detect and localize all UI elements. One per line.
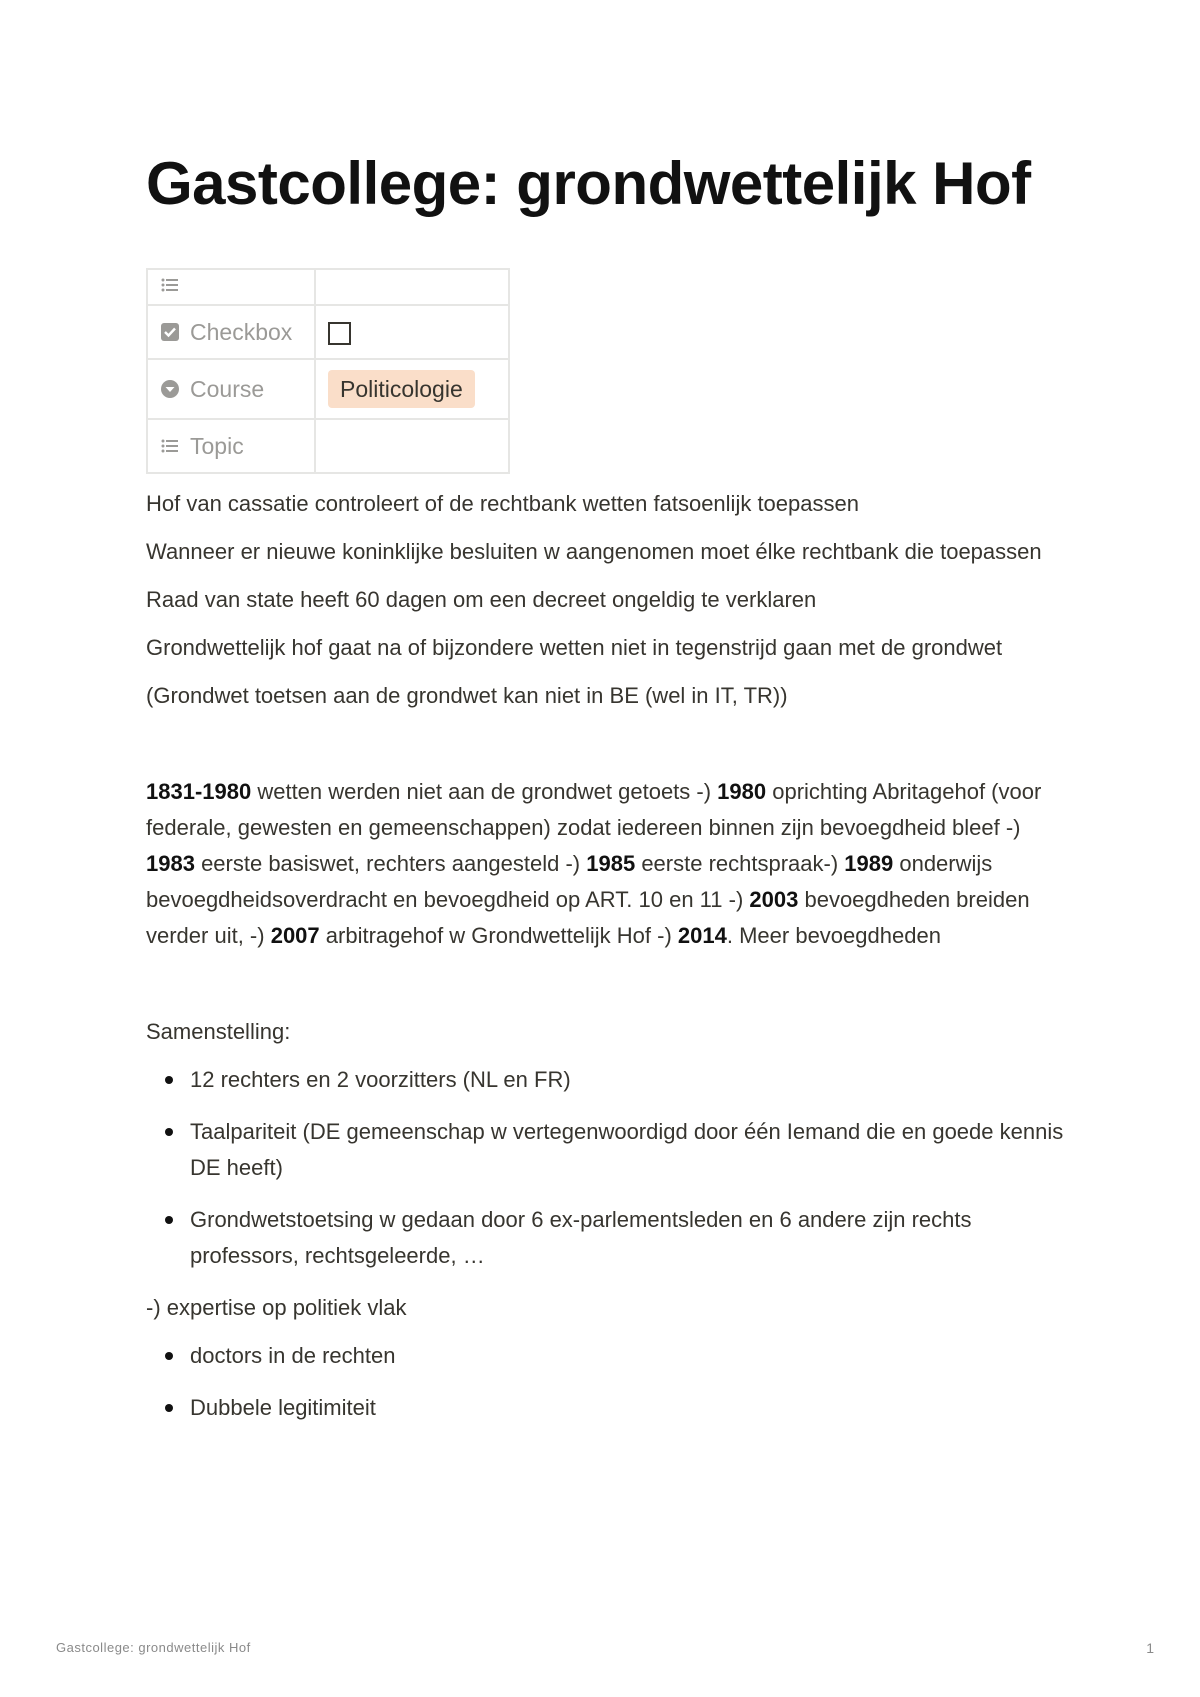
- samenstelling-heading: Samenstelling:: [146, 1019, 291, 1044]
- list-item: doctors in de rechten: [190, 1338, 1066, 1374]
- year-label: 2003: [749, 887, 799, 912]
- property-row-course: [147, 359, 509, 419]
- page-number: 1: [1146, 1640, 1154, 1656]
- paragraph: Raad van state heeft 60 dagen om een decreet ongeldig te verklaren: [146, 587, 817, 612]
- page-content: [146, 148, 1066, 1442]
- list-item: Dubbele legitimiteit: [190, 1390, 1066, 1426]
- paragraph: Grondwettelijk hof gaat na of bijzondere wetten niet in tegenstrijd gaan met de grondwet: [146, 635, 1003, 660]
- samenstelling-list: [146, 1062, 1066, 1274]
- paragraph: Hof van cassatie controleert of de rechtbank wetten fatsoenlijk toepassen: [146, 491, 859, 516]
- course-property-label: Course: [190, 375, 265, 402]
- year-label: 1980: [717, 779, 767, 804]
- paragraph: Wanneer er nieuwe koninklijke besluiten w aangenomen moet élke rechtbank die toepassen: [146, 539, 1042, 564]
- checkbox-property-value[interactable]: [328, 322, 351, 345]
- list-icon: [160, 436, 180, 456]
- properties-header-key: [147, 269, 315, 305]
- course-tag[interactable]: Politicologie: [328, 370, 475, 408]
- expertise-list: [146, 1338, 1066, 1426]
- list-item: 12 rechters en 2 voorzitters (NL en FR): [190, 1062, 1066, 1098]
- select-icon: [160, 379, 180, 399]
- properties-header-row: [147, 269, 509, 305]
- document-body: [146, 486, 1066, 1426]
- year-label: 1983: [146, 851, 195, 876]
- checkbox-property-label: Checkbox: [190, 318, 293, 345]
- expertise-heading: -) expertise op politiek vlak: [146, 1295, 407, 1320]
- list-item: Grondwetstoetsing w gedaan door 6 ex-parlementsleden en 6 andere zijn rechts professors, rechtsgeleerde, …: [190, 1202, 1066, 1274]
- checkbox-icon: [160, 322, 180, 342]
- footer-title: Gastcollege: grondwettelijk Hof: [56, 1640, 251, 1655]
- property-row-checkbox: [147, 305, 509, 359]
- topic-property-label: Topic: [190, 432, 244, 459]
- property-row-topic: [147, 419, 509, 473]
- year-label: 1831-1980: [146, 779, 252, 804]
- paragraph: (Grondwet toetsen aan de grondwet kan niet in BE (wel in IT, TR)): [146, 683, 788, 708]
- year-label: 1989: [844, 851, 894, 876]
- list-item: Taalpariteit (DE gemeenschap w vertegenwoordigd door één Iemand die en goede kennis DE heeft): [190, 1114, 1066, 1186]
- history-paragraph: 1831-1980 wetten werden niet aan de grondwet getoets -) 1980 oprichting Abritagehof (voor federale, gewesten en gemeenschappen) zodat iedereen binnen zijn bevoegdheid bleef -) 1983 eerste basiswet, rechters aangesteld -) 1985 eerste rechtspraak-) 1989 onderwijs bevoegdheidsoverdracht en bevoegdheid op ART. 10 en 11 -) 2003 bevoegdheden breiden verder uit, -) 2007 arbitragehof w Grondwettelijk Hof -) 2014. Meer bevoegdheden: [146, 779, 1042, 948]
- properties-table: [146, 268, 510, 474]
- year-label: 2007: [270, 923, 320, 948]
- topic-property-value[interactable]: [315, 419, 509, 473]
- list-icon: [160, 275, 180, 295]
- properties-header-value: [315, 269, 509, 305]
- year-label: 2014: [677, 923, 727, 948]
- year-label: 1985: [586, 851, 636, 876]
- page-title: Gastcollege: grondwettelijk Hof: [146, 150, 1031, 217]
